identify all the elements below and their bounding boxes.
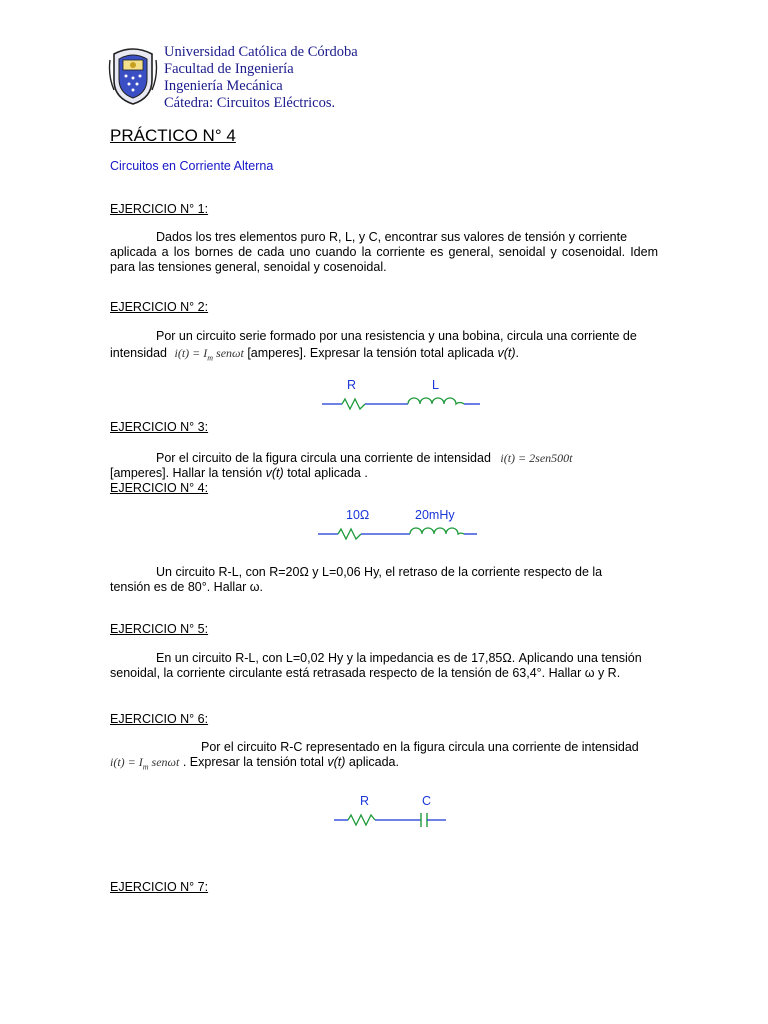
exercise-7-heading: EJERCICIO N° 7: xyxy=(110,880,209,894)
exercise-5-heading: EJERCICIO N° 5: xyxy=(110,622,209,636)
exercise-6-line1: Por el circuito R-C representado en la figura circula una corriente de intensidad xyxy=(201,740,639,754)
formula-rhs: senωt xyxy=(151,755,180,769)
circuit-1-label-l: L xyxy=(432,378,439,392)
faculty-name: Facultad de Ingeniería xyxy=(164,61,294,77)
exercise-6-pre: . Expresar la tensión total xyxy=(182,755,324,769)
formula-rhs: senωt xyxy=(216,346,244,360)
current-formula-500: i(t) = 2sen500t xyxy=(500,451,573,465)
exercise-2-line2 xyxy=(110,346,658,365)
exercise-1-heading: EJERCICIO N° 1: xyxy=(110,202,209,216)
page-subtitle: Circuitos en Corriente Alterna xyxy=(110,159,274,173)
exercise-6-heading: EJERCICIO N° 6: xyxy=(110,712,209,726)
exercise-4-heading: EJERCICIO N° 4: xyxy=(110,481,209,495)
formula-subscript: m xyxy=(142,762,149,772)
university-name: Universidad Católica de Córdoba xyxy=(164,44,358,60)
circuit-3-label-r: R xyxy=(360,794,370,808)
voltage-symbol: v(t) xyxy=(497,346,516,360)
exercise-3-heading: EJERCICIO N° 3: xyxy=(110,420,209,434)
exercise-3-line1: Por el circuito de la figura circula una corriente de intensidad xyxy=(156,451,491,465)
circuit-1-label-r: R xyxy=(347,378,357,392)
exercise-6-post: aplicada. xyxy=(348,755,399,769)
exercise-4-line1: Un circuito R-L, con R=20Ω y L=0,06 Hy, el retraso de la corriente respecto de la xyxy=(156,565,603,579)
exercise-2-post: [amperes]. Expresar la tensión total aplicada xyxy=(247,346,494,360)
exercise-3-pre: [amperes]. Hallar la tensión xyxy=(110,466,263,480)
exercise-2-line1: Por un circuito serie formado por una resistencia y una bobina, circula una corriente de xyxy=(156,329,637,343)
exercise-1-line1: Dados los tres elementos puro R, L, y C, encontrar sus valores de tensión y corriente xyxy=(156,230,628,244)
exercise-4-body: tensión es de 80°. Hallar ω. xyxy=(110,580,264,594)
program-name: Ingeniería Mecánica xyxy=(164,78,283,94)
exercise-2-text xyxy=(110,329,658,365)
exercise-2-heading: EJERCICIO N° 2: xyxy=(110,300,209,314)
rl-circuit-values-diagram xyxy=(318,526,478,542)
exercise-4-text xyxy=(110,565,658,595)
formula-lhs: i(t) = I xyxy=(110,755,143,769)
current-formula xyxy=(110,755,180,772)
rc-circuit-diagram xyxy=(334,812,450,828)
institution-header xyxy=(164,44,358,112)
exercise-5-text xyxy=(110,651,658,681)
formula-subscript: m xyxy=(207,353,214,363)
exercise-6-line2 xyxy=(110,755,658,774)
exercise-3-post: total aplicada . xyxy=(287,466,368,480)
exercise-3-line1-row xyxy=(110,451,658,466)
circuit-2-label-r: 10Ω xyxy=(346,508,370,522)
exercise-5-line1: En un circuito R-L, con L=0,02 Hy y la impedancia es de 17,85Ω. Aplicando una tensión xyxy=(156,651,642,665)
page-title: PRÁCTICO N° 4 xyxy=(110,126,236,145)
circuit-2-label-l: 20mHy xyxy=(415,508,455,522)
university-seal-logo xyxy=(108,46,158,106)
exercise-2-pre: intensidad xyxy=(110,346,167,360)
rl-circuit-diagram xyxy=(322,396,482,412)
voltage-symbol: v(t) xyxy=(265,466,284,480)
formula-lhs: i(t) = I xyxy=(174,346,208,360)
current-formula xyxy=(174,346,244,363)
course-name: Cátedra: Circuitos Eléctricos. xyxy=(164,95,336,111)
exercise-3-line2 xyxy=(110,466,658,481)
period: . xyxy=(515,346,520,360)
circuit-3-label-c: C xyxy=(422,794,432,808)
exercise-1-body: aplicada a los bornes de cada uno cuando la corriente es general, senoidal y cosenoidal. Idem para las tensiones general, senoidal y cosenoidal. xyxy=(110,245,658,274)
exercise-3-text xyxy=(110,451,658,481)
exercise-1-text xyxy=(110,230,658,275)
exercise-5-body: senoidal, la corriente circulante está retrasada respecto de la tensión de 63,4°. Hallar ω y R. xyxy=(110,666,621,680)
exercise-6-text xyxy=(110,740,658,774)
voltage-symbol: v(t) xyxy=(327,755,346,769)
